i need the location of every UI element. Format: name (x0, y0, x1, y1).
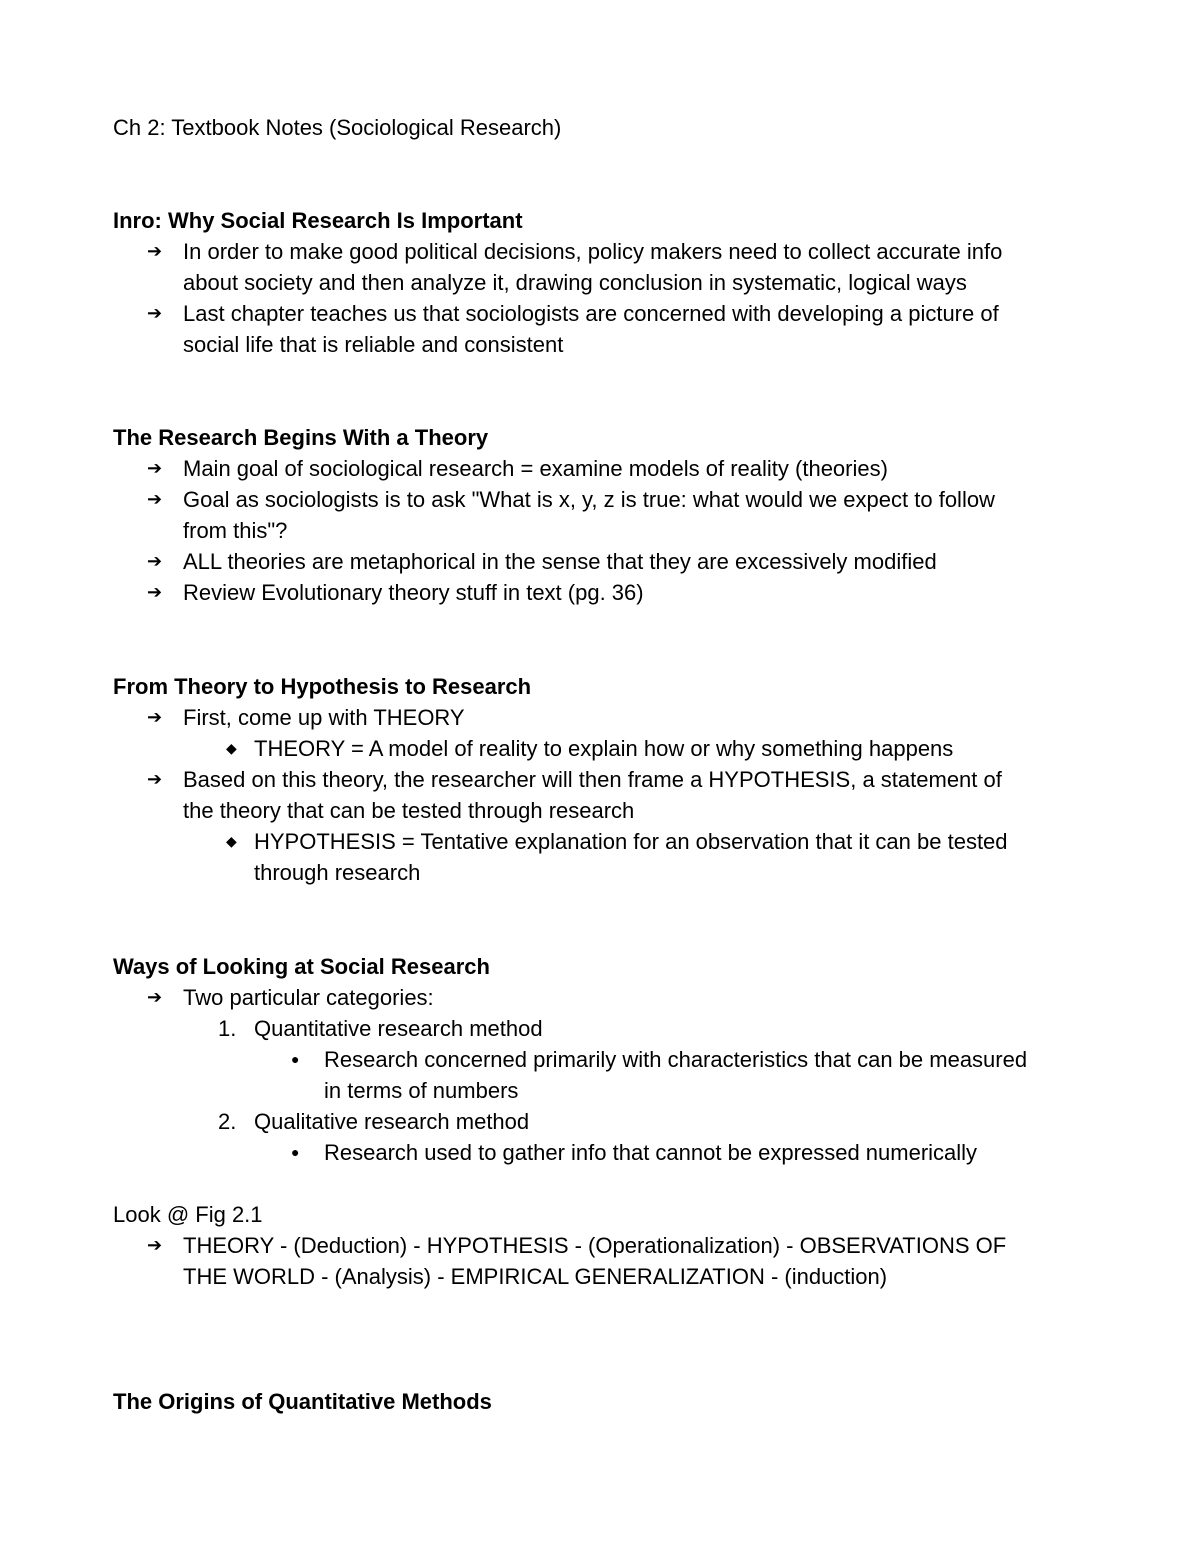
detail-text: Research used to gather info that cannot be expressed numerically (324, 1140, 978, 1165)
bullet-text: ALL theories are metaphorical in the sense that they are excessively modified (183, 549, 937, 574)
arrow-bullet-icon: ➔ (147, 551, 163, 571)
detail-text: Research concerned primarily with characteristics that can be measured (324, 1047, 1028, 1072)
arrow-bullet-icon: ➔ (147, 303, 163, 323)
numbered-item-label: Qualitative research method (254, 1109, 530, 1134)
bullet-text: In order to make good political decisions, policy makers need to collect accurate info (183, 239, 1003, 264)
arrow-bullet-icon: ➔ (147, 582, 163, 602)
list-number: 2. (218, 1109, 237, 1134)
bullet-text: THE WORLD - (Analysis) - EMPIRICAL GENERALIZATION - (induction) (183, 1264, 888, 1289)
bullet-text: Review Evolutionary theory stuff in text (pg. 36) (183, 580, 644, 605)
sub-bullet-text: HYPOTHESIS = Tentative explanation for an observation that it can be tested (254, 829, 1008, 854)
arrow-bullet-icon: ➔ (147, 1235, 163, 1255)
arrow-bullet-icon: ➔ (147, 707, 163, 727)
numbered-item-label: Quantitative research method (254, 1016, 543, 1041)
diamond-bullet-icon: ◆ (226, 740, 237, 756)
dot-bullet-icon: ● (291, 1051, 300, 1067)
detail-text: in terms of numbers (324, 1078, 519, 1103)
sub-bullet-text: through research (254, 860, 421, 885)
bullet-text: Main goal of sociological research = examine models of reality (theories) (183, 456, 888, 481)
bullet-text: about society and then analyze it, drawing conclusion in systematic, logical ways (183, 270, 967, 295)
arrow-bullet-icon: ➔ (147, 987, 163, 1007)
bullet-text: Based on this theory, the researcher will then frame a HYPOTHESIS, a statement of (183, 767, 1002, 792)
section-heading-ways: Ways of Looking at Social Research (113, 954, 490, 979)
bullet-text: from this"? (183, 518, 288, 543)
arrow-bullet-icon: ➔ (147, 489, 163, 509)
section-heading-theory: The Research Begins With a Theory (113, 425, 489, 450)
section-heading-origins: The Origins of Quantitative Methods (113, 1389, 492, 1414)
arrow-bullet-icon: ➔ (147, 241, 163, 261)
section-heading-hypothesis: From Theory to Hypothesis to Research (113, 674, 532, 699)
arrow-bullet-icon: ➔ (147, 769, 163, 789)
list-number: 1. (218, 1016, 237, 1041)
bullet-text: Two particular categories: (183, 985, 434, 1010)
dot-bullet-icon: ● (291, 1144, 300, 1160)
section-heading-intro: Inro: Why Social Research Is Important (113, 208, 523, 233)
page-title: Ch 2: Textbook Notes (Sociological Research) (113, 115, 562, 140)
bullet-text: THEORY - (Deduction) - HYPOTHESIS - (Operationalization) - OBSERVATIONS OF (183, 1233, 1007, 1258)
bullet-text: social life that is reliable and consistent (183, 332, 564, 357)
bullet-text: Last chapter teaches us that sociologists are concerned with developing a picture of (183, 301, 999, 326)
sub-bullet-text: THEORY = A model of reality to explain how or why something happens (254, 736, 954, 761)
bullet-text: the theory that can be tested through research (183, 798, 635, 823)
bullet-text: Goal as sociologists is to ask "What is x, y, z is true: what would we expect to follow (183, 487, 995, 512)
fig-reference: Look @ Fig 2.1 (113, 1202, 263, 1227)
arrow-bullet-icon: ➔ (147, 458, 163, 478)
bullet-text: First, come up with THEORY (183, 705, 465, 730)
diamond-bullet-icon: ◆ (226, 833, 237, 849)
